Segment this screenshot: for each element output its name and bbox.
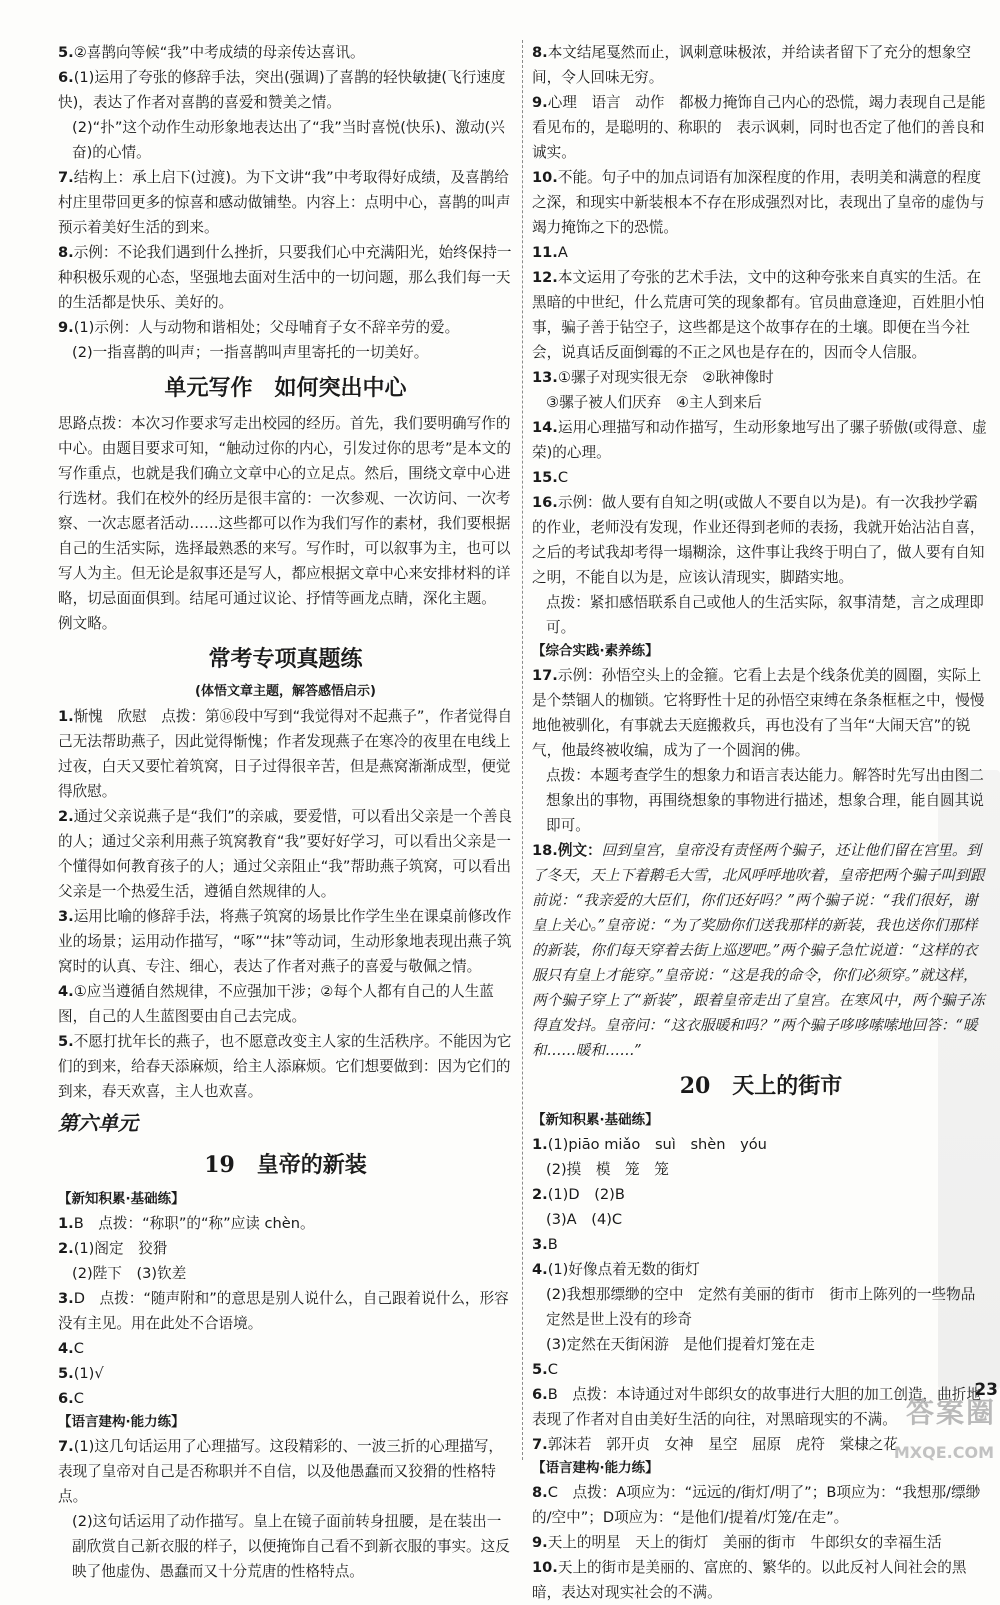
unit-title: 第六单元 <box>58 1111 138 1135</box>
item-text: B 点拨：本诗通过对牛郎织女的故事进行大胆的加工创造，曲折地表现了作者对自由美好生活的向往，对黑暗现实的不满。 <box>532 1386 981 1428</box>
answer-item <box>532 1357 990 1382</box>
answer-item <box>532 390 990 415</box>
answer-item <box>532 1232 990 1257</box>
item-number: 2. <box>532 1186 548 1203</box>
watermark-logo: 答案圈 <box>905 1396 996 1429</box>
answer-item <box>532 165 990 240</box>
lesson-20-title: 20 天上的街市 <box>679 1073 843 1099</box>
item-text: 天上的街市是美丽的、富庶的、繁华的。以此反衬人间社会的黑暗，表达对现实社会的不满。 <box>532 1559 967 1601</box>
item-number: 4. <box>58 983 74 1000</box>
answer-item <box>58 315 513 340</box>
answer-item <box>532 1157 990 1182</box>
answer-item <box>58 1434 513 1509</box>
item-number: 5. <box>58 1365 74 1382</box>
special-practice-answers <box>58 704 513 1104</box>
special-practice-title: 常考专项真题练 <box>208 646 363 672</box>
item-number: 7. <box>58 169 74 186</box>
section-language-19: 【语言建构·能力练】 <box>58 1414 185 1430</box>
practice-answers-19 <box>532 663 990 838</box>
item-text: (2)“扑”这个动作生动形象地表达出了“我”当时喜悦(快乐)、激动(兴奋)的心情。 <box>72 119 505 161</box>
item-text: (1)运用了夸张的修辞手法，突出(强调)了喜鹊的轻快敏捷(飞行速度快)，表达了作者对喜鹊的喜爱和赞美之情。 <box>58 69 506 111</box>
item-text: 示例：不论我们遇到什么挫折，只要我们心中充满阳光，始终保持一种积极乐观的心态，坚强地去面对生活中的一切问题，那么我们每一天的生活都是快乐、美好的。 <box>58 244 512 311</box>
answer-item <box>58 1509 513 1584</box>
item-number: 4. <box>532 1261 548 1278</box>
answer-item <box>532 490 990 590</box>
item-number: 11. <box>532 244 558 261</box>
answer-item <box>58 40 513 65</box>
item-text: (1)√ <box>73 1365 104 1382</box>
right-column <box>532 40 990 1605</box>
item-text: 点拨：本题考查学生的想象力和语言表达能力。解答时先写出由图二想象出的事物，再围绕想象的事物进行描述，想象合理，能自圆其说即可。 <box>546 767 984 834</box>
item-text: A <box>557 244 568 261</box>
item-text: (2)一指喜鹊的叫声；一指喜鹊叫声里寄托的一切美好。 <box>72 344 429 361</box>
section-basic-19: 【新知积累·基础练】 <box>58 1191 185 1207</box>
answer-item <box>532 40 990 90</box>
answer-item <box>58 1361 513 1386</box>
item-text: 示例：孙悟空头上的金箍。它看上去是个线条优美的圆圈，实际上是个禁锢人的枷锁。它将野性十足的孙悟空束缚在条条框框之中，慢慢地他被驯化，有事就去天庭搬救兵，再也没有了当年“大闹天宫”的锐气，他最终被收编，成为了一个圆润的佛。 <box>532 667 985 759</box>
writing-section-title: 单元写作 如何突出中心 <box>164 375 407 401</box>
item-number: 2. <box>58 1240 74 1257</box>
answer-item <box>58 1029 513 1104</box>
section-practice-19: 【综合实践·素养练】 <box>532 643 659 659</box>
column-divider <box>522 40 523 1460</box>
item-text: ①应当遵循自然规律，不应强加干涉；②每个人都有自己的人生蓝图，自己的人生蓝图要由自己去完成。 <box>58 983 494 1025</box>
answer-item <box>532 1257 990 1282</box>
item-number: 10. <box>532 1559 558 1576</box>
item-text: (2)陛下 (3)钦差 <box>72 1265 187 1282</box>
item-number: 5. <box>58 44 74 61</box>
item-number: 7. <box>58 1438 74 1455</box>
item-number: 6. <box>58 1390 74 1407</box>
answer-item <box>58 115 513 165</box>
item-number: 1. <box>58 1215 74 1232</box>
answer-item <box>532 1555 990 1605</box>
answer-item <box>58 1386 513 1411</box>
answer-item <box>532 1480 990 1530</box>
item-number: 10. <box>532 169 558 186</box>
item-number: 14. <box>532 419 558 436</box>
answer-item <box>532 240 990 265</box>
writing-guidance: 思路点拨：本次习作要求写走出校园的经历。首先，我们要明确写作的中心。由题目要求可知，“触动过你的内心，引发过你的思考”是本文的写作重点，也就是我们确立文章中心的立足点。然后，围绕文章中心进行选材。我们在校外的经历是很丰富的：一次参观、一次访问、一次考察、一次志愿者活动……这些都可以作为我们写作的素材，我们要根据自己的生活实际，选择最熟悉的来写。写作时，可以叙事为主，也可以写人为主。但无论是叙事还是写人，都应根据文章中心来安排材料的详略，切忌面面俱到。结尾可通过议论、抒情等画龙点睛，深化主题。 例文略。 <box>58 415 511 632</box>
item-text: 本文运用了夸张的艺术手法，文中的这种夸张来自真实的生活。在黑暗的中世纪，什么荒唐可笑的现象都有。官员曲意逢迎，百姓胆小怕事，骗子善于钻空子，这些都是这个故事存在的土壤。即便在当今社会，说真话反面倒霉的不正之风也是存在的，因而令人信服。 <box>532 269 985 361</box>
answer-item-18 <box>532 838 990 1063</box>
answer-item <box>532 1282 990 1332</box>
answer-item <box>532 763 990 838</box>
item-text: (3)A (4)C <box>546 1211 623 1228</box>
item-text: (1)示例：人与动物和谐相处；父母哺育子女不辞辛劳的爱。 <box>73 319 460 336</box>
item-text: 点拨：紧扣感悟联系自己或他人的生活实际，叙事清楚，言之成理即可。 <box>546 594 984 636</box>
item-number: 3. <box>58 1290 74 1307</box>
item-text: (1)这几句话运用了心理描写。这段精彩的、一波三折的心理描写，表现了皇帝对自己是否称职并不自信，以及他愚蠢而又狡猾的性格特点。 <box>58 1438 504 1505</box>
item-text: (2)我想那缥缈的空中 定然有美丽的街市 街市上陈列的一些物品 定然是世上没有的珍奇 <box>546 1286 990 1328</box>
item-text: B 点拨：“称职”的“称”应读 chèn。 <box>73 1215 315 1232</box>
item-text: (1)D (2)B <box>547 1186 625 1203</box>
item-18-essay: 回到皇宫，皇帝没有责怪两个骗子，还让他们留在宫里。到了冬天，天上下着鹅毛大雪，北风呼呼地吹着，皇帝把两个骗子叫到跟前说：“我亲爱的大臣们，你们还好吗？”两个骗子说：“我们很好，谢皇上关心。”皇帝说：“为了奖励你们送我那样的新装，我也送你们那样的新装，你们每天穿着去街上巡逻吧。”两个骗子急忙说道：“这样的衣服只有皇上才能穿。”皇帝说：“这是我的命令，你们必须穿。”就这样，两个骗子穿上了“新装”，跟着皇帝走出了皇宫。在寒风中，两个骗子冻得直发抖。皇帝问：“这衣服暖和吗？”两个骗子哆哆嗦嗦地回答：“暖和……暖和……” <box>532 842 985 1059</box>
item-number: 3. <box>532 1236 548 1253</box>
item-text: 本文结尾戛然而止，讽刺意味极浓，并给读者留下了充分的想象空间，令人回味无穷。 <box>532 44 971 86</box>
basic-answers-19 <box>58 1211 513 1411</box>
section-language-20: 【语言建构·能力练】 <box>532 1460 659 1476</box>
item-text: 天上的明星 天上的街灯 美丽的街市 牛郎织女的幸福生活 <box>547 1534 942 1551</box>
item-number: 8. <box>58 244 74 261</box>
item-number: 5. <box>532 1361 548 1378</box>
answer-list-top <box>58 40 513 365</box>
item-number: 13. <box>532 369 558 386</box>
item-text: 惭愧 欣慰 点拨：第⑯段中写到“我觉得对不起燕子”，作者觉得自己无法帮助燕子，因此觉得惭愧；作者发现燕子在寒冷的夜里在电线上过夜，白天又要忙着筑窝，日子过得很辛苦，但是燕窝渐渐成型，便觉得欣慰。 <box>58 708 513 800</box>
answer-item <box>58 979 513 1029</box>
item-number: 17. <box>532 667 558 684</box>
item-number: 9. <box>532 94 548 111</box>
language-answers-19 <box>58 1434 513 1584</box>
answer-item <box>532 1530 990 1555</box>
answer-item <box>58 1211 513 1236</box>
lesson-19-title: 19 皇帝的新装 <box>204 1152 367 1178</box>
page-number: 23 <box>974 1380 998 1400</box>
answer-item <box>58 65 513 115</box>
item-text: (2)这句话运用了动作描写。皇上在镜子面前转身扭腰，是在装出一副欣赏自己新衣服的样子，以便掩饰自己看不到新衣服的事实。这反映了他虚伪、愚蠢而又十分荒唐的性格特点。 <box>72 1513 510 1580</box>
item-text: ③骡子被人们厌弃 ④主人到来后 <box>546 394 762 411</box>
section-basic-20: 【新知积累·基础练】 <box>532 1112 659 1128</box>
answer-item <box>532 265 990 365</box>
answer-item <box>58 1336 513 1361</box>
item-number: 1. <box>532 1136 548 1153</box>
answer-item <box>532 1207 990 1232</box>
item-text: C <box>547 1361 558 1378</box>
item-text: 心理 语言 动作 都极力掩饰自己内心的恐慌，竭力表现自己是能看见布的，是聪明的、称职的 表示讽刺，同时也否定了他们的善良和诚实。 <box>532 94 986 161</box>
item-number: 4. <box>58 1340 74 1357</box>
item-text: 不愿打扰年长的燕子，也不愿意改变主人家的生活秩序。不能因为它们的到来，给春天添麻烦，给主人添麻烦。它们想要做到：因为它们的到来，春天欢喜，主人也欢喜。 <box>58 1033 512 1100</box>
answer-item <box>58 1261 513 1286</box>
special-practice-subtitle: (体悟文章主题，解答感悟启示) <box>195 684 376 699</box>
item-text: C <box>557 469 569 486</box>
item-number: 6. <box>532 1386 548 1403</box>
item-text: C 点拨：A项应为：“远远的/街灯/明了”；B项应为：“我想那/缥缈的/空中”；D项应为：“是他们/提着/灯笼/在走”。 <box>532 1484 981 1526</box>
item-number: 15. <box>532 469 558 486</box>
answer-item <box>58 240 513 315</box>
answer-item <box>58 340 513 365</box>
item-number: 8. <box>532 1484 548 1501</box>
left-column <box>58 40 513 1584</box>
item-text: (1)阁定 狡猾 <box>73 1240 168 1257</box>
item-number: 12. <box>532 269 558 286</box>
item-text: 结构上：承上启下(过渡)。为下文讲“我”中考取得好成绩，及喜鹊给村庄里带回更多的惊喜和感动做铺垫。内容上：点明中心，喜鹊的叫声预示着美好生活的到来。 <box>58 169 511 236</box>
item-number: 5. <box>58 1033 74 1050</box>
item-number: 9. <box>58 319 74 336</box>
item-number: 1. <box>58 708 74 725</box>
answer-item <box>532 365 990 390</box>
item-number: 2. <box>58 808 74 825</box>
item-text: 通过父亲说燕子是“我们”的亲戚，要爱惜，可以看出父亲是一个善良的人；通过父亲利用燕子筑窝教育“我”要好好学习，可以看出父亲是一个懂得如何教育孩子的人；通过父亲阻止“我”帮助燕子筑窝，可以看出父亲是一个热爱生活，遵循自然规律的人。 <box>58 808 513 900</box>
item-text: (1)piāo miǎo suì shèn yóu <box>547 1136 767 1153</box>
item-number: 3. <box>58 908 74 925</box>
item-number: 9. <box>532 1534 548 1551</box>
answer-item <box>58 165 513 240</box>
item-text: 不能。句子中的加点词语有加深程度的作用，表明美和满意的程度之深，和现实中新装根本不存在形成强烈对比，表现出了皇帝的虚伪与竭力掩饰之下的恐慌。 <box>532 169 985 236</box>
item-text: ①骡子对现实很无奈 ②耿神像时 <box>557 369 774 386</box>
answer-list-19-cont <box>532 40 990 640</box>
item-text: D 点拨：“随声附和”的意思是别人说什么，自己跟着说什么，形容没有主见。用在此处不合语境。 <box>58 1290 509 1332</box>
language-answers-20 <box>532 1480 990 1605</box>
answer-item <box>532 1332 990 1357</box>
watermark-url: MXQE.COM <box>893 1443 994 1462</box>
answer-item <box>532 465 990 490</box>
answer-item <box>532 1132 990 1157</box>
answer-item <box>58 1286 513 1336</box>
item-text: (1)好像点着无数的街灯 <box>547 1261 700 1278</box>
answer-item <box>58 1236 513 1261</box>
item-text: 郭沫若 郭开贞 女神 星空 屈原 虎符 棠棣之花 <box>547 1436 898 1453</box>
item-text: ②喜鹊向等候“我”中考成绩的母亲传达喜讯。 <box>73 44 365 61</box>
item-number: 16. <box>532 494 558 511</box>
answer-item <box>532 663 990 763</box>
answer-item <box>532 415 990 465</box>
item-text: 运用比喻的修辞手法，将燕子筑窝的场景比作学生坐在课桌前修改作业的场景；运用动作描写，“啄”“抹”等动词，生动形象地表现出燕子筑窝时的认真、专注、细心，表达了作者对燕子的喜爱与敬佩之情。 <box>58 908 512 975</box>
item-number: 6. <box>58 69 74 86</box>
answer-item <box>532 1182 990 1207</box>
answer-item <box>58 904 513 979</box>
answer-item <box>532 590 990 640</box>
item-number: 7. <box>532 1436 548 1453</box>
answer-item <box>532 90 990 165</box>
item-number: 8. <box>532 44 548 61</box>
item-text: B <box>547 1236 558 1253</box>
item-18-label: 18.例文： <box>532 842 602 859</box>
item-text: C <box>73 1390 84 1407</box>
item-text: 运用心理描写和动作描写，生动形象地写出了骡子骄傲(或得意、虚荣)的心理。 <box>532 419 987 461</box>
item-text: 示例：做人要有自知之明(或做人不要自以为是)。有一次我抄学霸的作业，老师没有发现，作业还得到老师的表扬，我就开始沾沾自喜，之后的考试我却考得一塌糊涂，这件事让我终于明白了，做人要有自知之明，不能自以为是，应该认清现实，脚踏实地。 <box>532 494 985 586</box>
answer-item <box>58 704 513 804</box>
item-text: (3)定然在天街闲游 是他们提着灯笼在走 <box>546 1336 815 1353</box>
answer-item <box>58 804 513 904</box>
item-text: C <box>73 1340 84 1357</box>
item-text: (2)摸 模 笼 笼 <box>546 1161 669 1178</box>
